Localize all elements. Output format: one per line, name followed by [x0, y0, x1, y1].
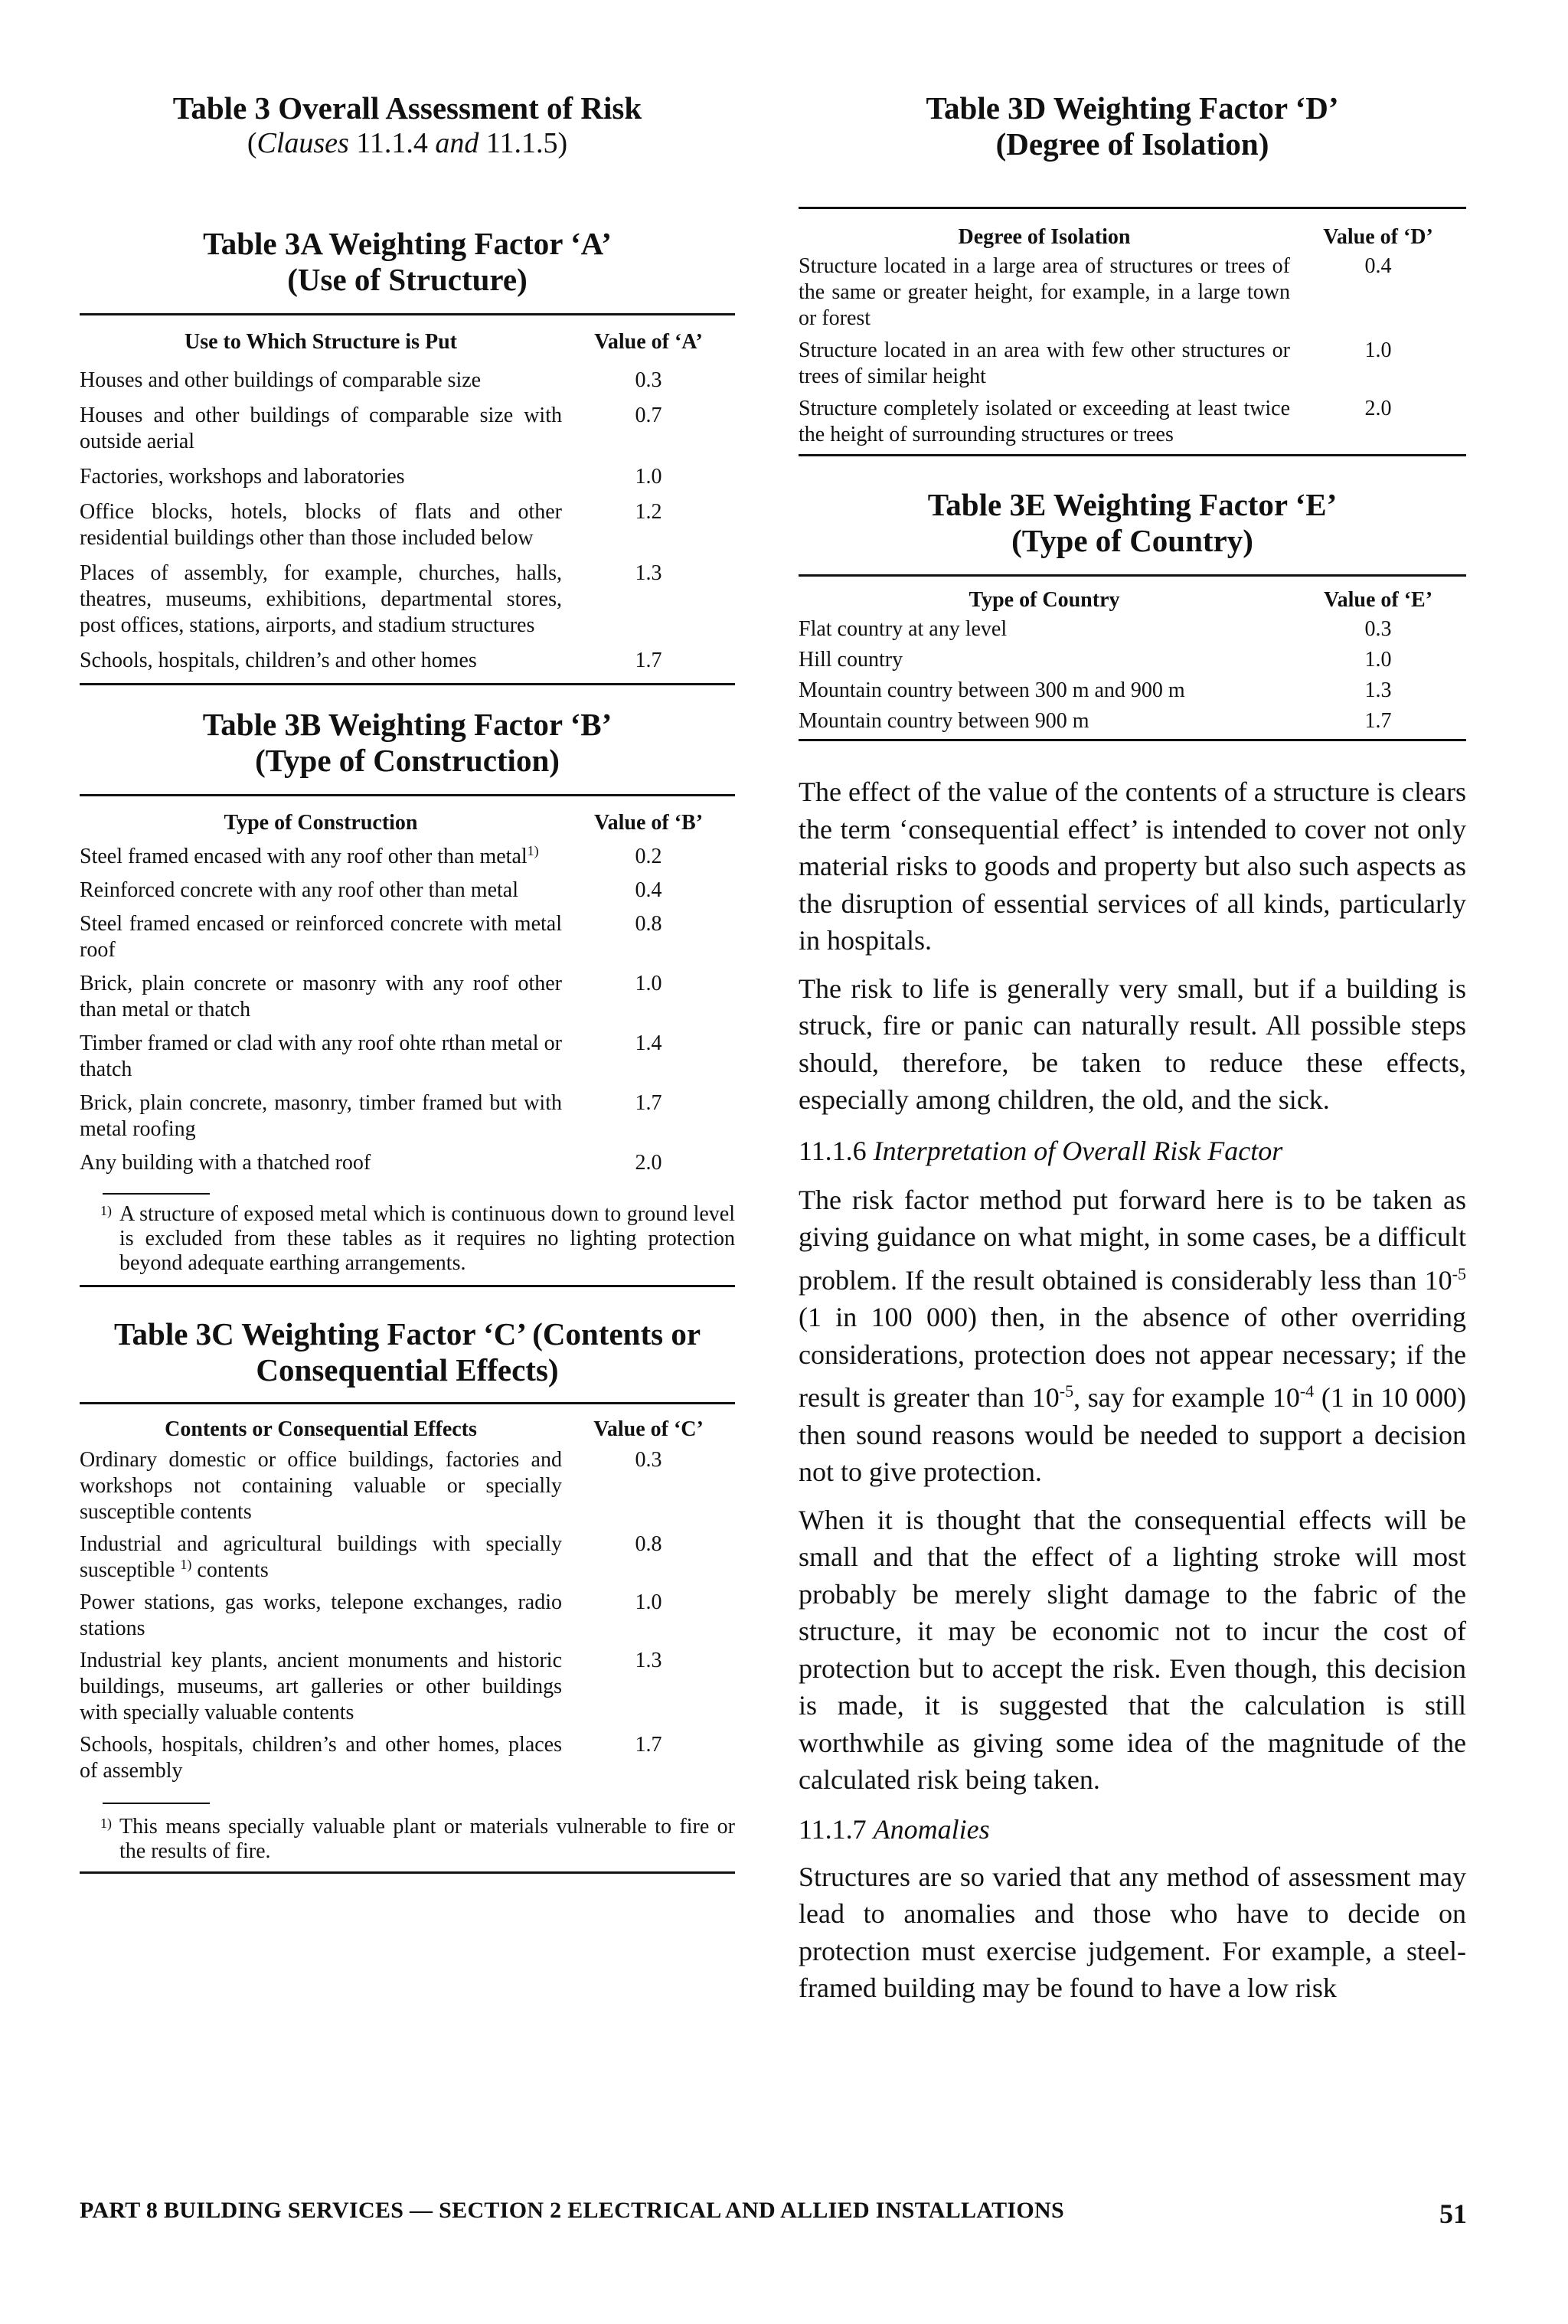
note-text: This means specially valuable plant or materials vulnerable to fire or the results of fire. — [119, 1815, 735, 1863]
page-number: 51 — [1439, 2198, 1467, 2229]
table-row: Houses and other buildings of comparable size with outside aerial 0.7 — [80, 404, 662, 453]
table-row: Hill country 1.0 — [799, 648, 1392, 672]
table-3a — [80, 160, 735, 685]
table-3b-col2-header: Value of ‘B’ — [593, 811, 704, 835]
table-3a-caption: Table 3A Weighting Factor ‘A’ — [203, 226, 612, 261]
table-3-clauses: (Clauses 11.1.4 and 11.1.5) — [247, 127, 568, 159]
table-3c-col1-header: Contents or Consequential Effects — [165, 1417, 477, 1441]
table-row: Brick, plain concrete, masonry, timber framed but with metal roofing 1.7 — [80, 1091, 662, 1141]
table-3b-note — [80, 1202, 735, 1276]
table-3c-col2-header: Value of ‘C’ — [593, 1417, 704, 1441]
table-row: Factories, workshops and laboratories 1.0 — [80, 465, 662, 489]
table-row: Reinforced concrete with any roof other than metal 0.4 — [80, 878, 662, 902]
note-marker: 1) — [100, 1816, 112, 1831]
footnote-ref: 1) — [527, 843, 539, 858]
table-3e-caption: Table 3E Weighting Factor ‘E’ — [927, 487, 1338, 522]
table-3d — [799, 0, 1466, 456]
footnote-ref: 1) — [180, 1557, 192, 1572]
table-3b-caption: Table 3B Weighting Factor ‘B’ — [202, 707, 612, 742]
table-row: Steel framed encased or reinforced concrete with metal roof 0.8 — [80, 912, 662, 962]
table-3c-note — [80, 1815, 735, 1864]
table-3c-caption-line2: Consequential Effects) — [256, 1352, 559, 1388]
right-column — [799, 0, 1466, 2007]
note-text: A structure of exposed metal which is continuous down to ground level is excluded from these tables as it requires no lighting protection beyond adequate earthing arrangements. — [119, 1202, 735, 1275]
table-row: Brick, plain concrete or masonry with any roof other than metal or thatch 1.0 — [80, 972, 662, 1021]
table-3d-caption: Table 3D Weighting Factor ‘D’ — [926, 90, 1339, 126]
table-row: Industrial and agricultural buildings with specially susceptible $^{1)}$ contents 0.8 — [80, 1532, 662, 1582]
table-3a-col1-header: Use to Which Structure is Put — [185, 330, 457, 354]
table-row: Steel framed encased with any roof other than metal$^{1)}$ 0.2 — [80, 843, 662, 868]
page-footer — [80, 2198, 1467, 2228]
table-3b-col1-header: Type of Construction — [224, 811, 418, 835]
section-heading-11-1-7: 11.1.7 Anomalies — [799, 1813, 990, 1845]
table-row: Power stations, gas works, telepone exchanges, radio stations 1.0 — [80, 1590, 662, 1640]
table-row: Places of assembly, for example, churches, halls, theatres, museums, exhibitions, departmental stores, post offices, stations, airports, and stadium structures 1.3 — [80, 561, 662, 637]
table-3a-col2-header: Value of ‘A’ — [594, 330, 703, 354]
table-3e-col2-header: Value of ‘E’ — [1323, 588, 1433, 612]
paragraph: The risk factor method put forward here is to be taken as giving guidance on what might, in some cases, be a difficult problem. If the result obtained is considerably less than $10^{-5}$ (1 in 100 000) then, in the absence of other overriding considerations, protection does not appear necessary; if the result is greater than $10^{-5}$, say for example $10^{-4}$ (1 in 10 000) then sound reasons would be needed to support a decision not to give protection. — [799, 1184, 1467, 1487]
table-3d-subcaption: (Degree of Isolation) — [995, 126, 1269, 162]
table-row: Office blocks, hotels, blocks of flats and other residential buildings other than those included below 1.2 — [80, 500, 662, 550]
table-row: Industrial key plants, ancient monuments and historic buildings, museums, art galleries or other buildings with specially valuable contents 1.3 — [80, 1649, 662, 1724]
note-marker: 1) — [100, 1203, 112, 1218]
table-3d-col1-header: Degree of Isolation — [958, 225, 1131, 249]
table-3a-subcaption: (Use of Structure) — [287, 262, 528, 297]
table-3b — [80, 685, 735, 1287]
table-3-caption: Table 3 Overall Assessment of Risk — [172, 90, 642, 126]
table-3a-header — [80, 329, 735, 355]
paragraph: Structures are so varied that any method of assessment may lead to anomalies and those who have to decide on protection must exercise judgement. For example, a steel-framed building may be found to have a low risk — [799, 1861, 1466, 2003]
table-row: Structure located in an area with few other structures or trees of similar height 1.0 — [799, 338, 1392, 388]
table-row: Mountain country between 900 m 1.7 — [799, 709, 1392, 733]
paragraph: The risk to life is generally very small, but if a building is struck, fire or panic can naturally result. All possible steps should, therefore, be taken to reduce these effects, especially among children, the old, and the sick. — [799, 972, 1466, 1115]
table-3e — [799, 456, 1466, 741]
table-row: Schools, hospitals, children’s and other homes 1.7 — [80, 649, 662, 672]
table-row: Houses and other buildings of comparable size 0.3 — [80, 368, 662, 392]
body-text — [799, 741, 1466, 2007]
table-3c — [80, 1287, 735, 1874]
table-3b-subcaption: (Type of Construction) — [255, 743, 560, 778]
footer-text: PART 8 BUILDING SERVICES — SECTION 2 ELECTRICAL AND ALLIED INSTALLATIONS — [80, 2198, 1064, 2223]
table-3c-header — [80, 1417, 735, 1443]
table-3c-bottom-rule — [80, 1871, 735, 1874]
table-3e-col1-header: Type of Country — [969, 588, 1120, 612]
paragraph: The effect of the value of the contents of a structure is clears the term ‘consequential effect’ is intended to cover not only material risks to goods and property but also such aspects as the disruption of essential services of all kinds, particularly in hospitals. — [799, 776, 1466, 956]
paragraph: When it is thought that the consequential effects will be small and that the effect of a lighting stroke will most probably be merely slight damage to the fabric of the structure, it may be economic not to incur the cost of protection but to accept the risk. Even though, this decision is made, it is suggested that the calculation is still worthwhile as giving some idea of the magnitude of the calculated risk being taken. — [799, 1504, 1466, 1795]
table-3d-col2-header: Value of ‘D’ — [1323, 225, 1433, 249]
table-row: Structure located in a large area of structures or trees of the same or greater height, for example, in a large town or forest 0.4 — [799, 254, 1392, 330]
table-3e-subcaption: (Type of Country) — [1011, 523, 1253, 558]
table-3d-header — [799, 224, 1466, 250]
section-heading-11-1-6: 11.1.6 Interpretation of Overall Risk Factor — [799, 1135, 1283, 1166]
table-3e-header — [799, 587, 1466, 613]
table-row: Structure completely isolated or exceeding at least twice the height of surrounding structures or trees 2.0 — [799, 397, 1392, 446]
table-3c-caption-line1: Table 3C Weighting Factor ‘C’ (Contents or — [113, 1316, 701, 1352]
table-row: Schools, hospitals, children’s and other homes, places of assembly 1.7 — [80, 1733, 662, 1783]
table-row: Ordinary domestic or office buildings, factories and workshops not containing valuable or specially susceptible contents 0.3 — [80, 1448, 662, 1524]
table-row: Any building with a thatched roof 2.0 — [80, 1151, 662, 1175]
left-column — [80, 0, 735, 1874]
table-row: Timber framed or clad with any roof ohte rthan metal or thatch 1.4 — [80, 1031, 662, 1081]
table-row: Mountain country between 300 m and 900 m 1.3 — [799, 678, 1392, 702]
table-row: Flat country at any level 0.3 — [799, 617, 1392, 641]
table-3b-header — [80, 810, 735, 836]
